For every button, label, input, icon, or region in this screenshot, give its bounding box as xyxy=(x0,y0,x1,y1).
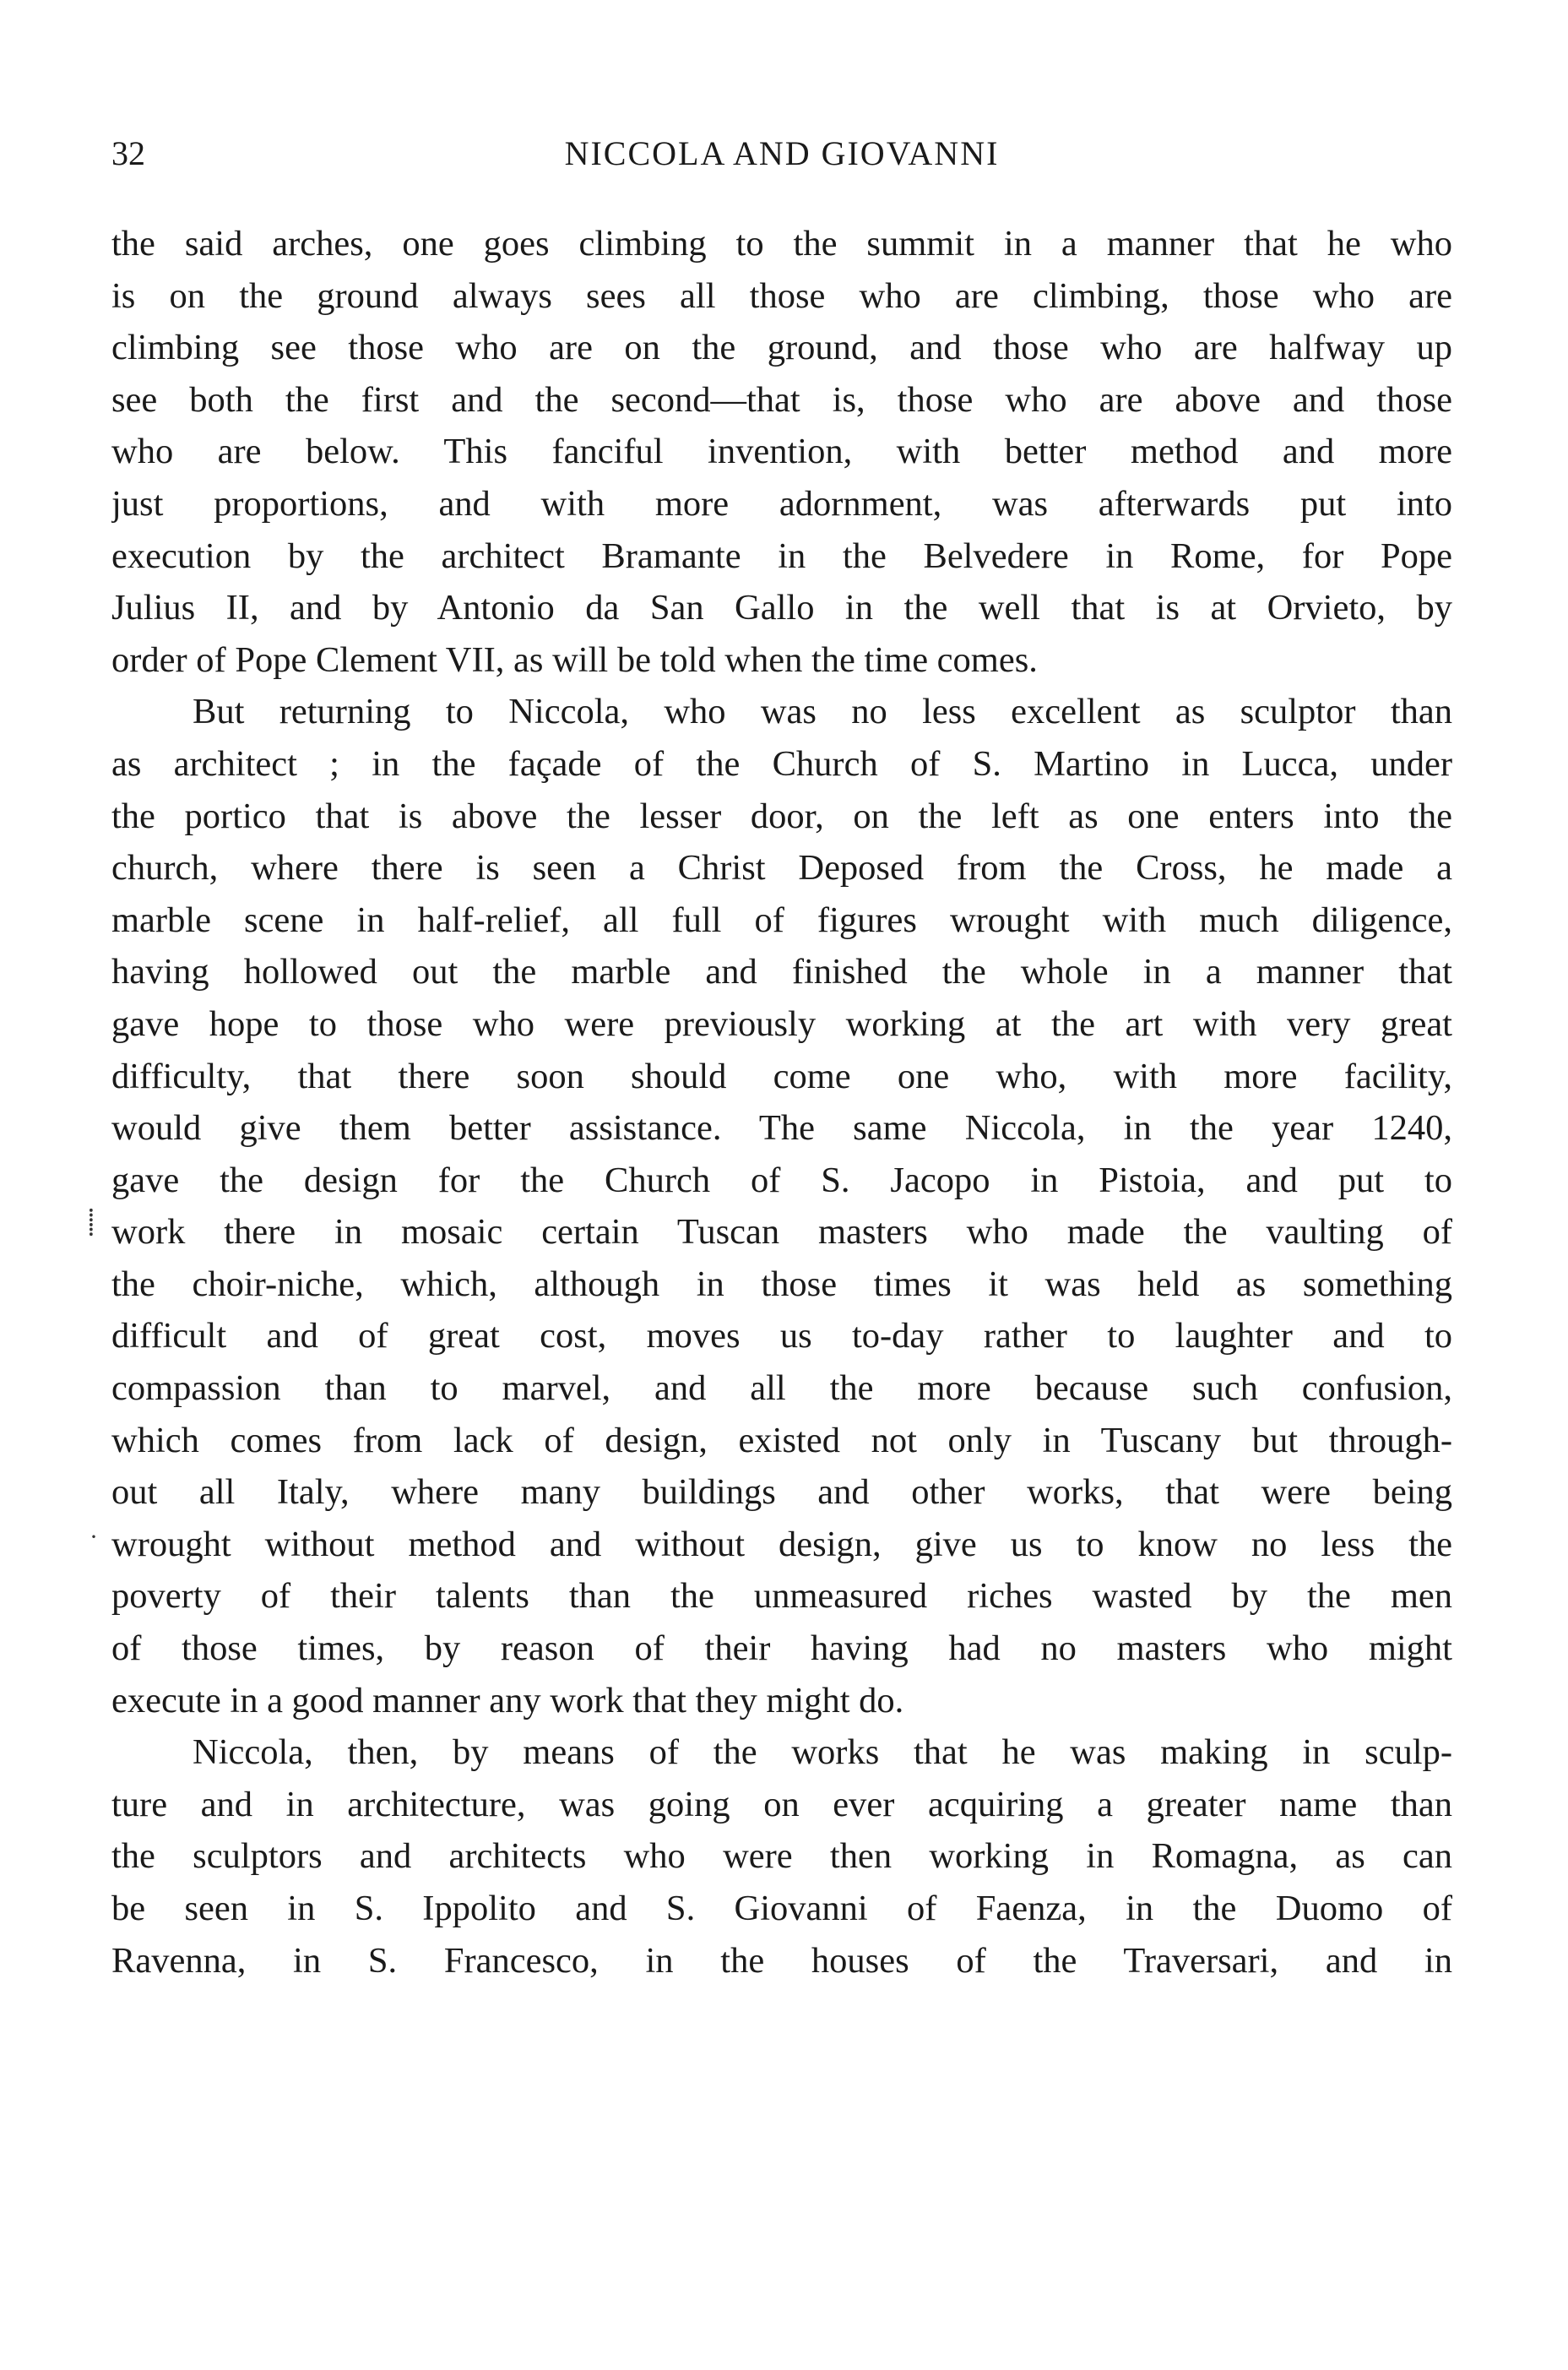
text-line: order of Pope Clement VII, as will be told when the time comes. xyxy=(111,639,1038,680)
text-line: the sculptors and architects who were then working in Romagna, as can xyxy=(111,1836,1452,1877)
running-header xyxy=(111,128,1452,179)
text-line: climbing see those who are on the ground, and those who are halfway up xyxy=(111,328,1452,368)
header-title: NICCOLA AND GIOVANNI xyxy=(564,134,1000,172)
page-number: 32 xyxy=(111,134,145,172)
text-line: wrought without method and without design, give us to know no less the xyxy=(111,1524,1452,1564)
text-line: would give them better assistance. The same Niccola, in the year 1240, xyxy=(111,1108,1452,1149)
margin-mark: · xyxy=(90,1523,98,1551)
text-line: just proportions, and with more adornment, was afterwards put into xyxy=(111,483,1452,524)
text-line: difficult and of great cost, moves us to-day rather to laughter and to xyxy=(111,1316,1452,1356)
text-line: having hollowed out the marble and finished the whole in a manner that xyxy=(111,952,1452,992)
text-line: the choir-niche, which, although in those times it was held as something xyxy=(111,1264,1452,1304)
text-line: compassion than to marvel, and all the more because such confusion, xyxy=(111,1368,1452,1409)
text-line: is on the ground always sees all those who are climbing, those who are xyxy=(111,275,1452,316)
text-line: Julius II, and by Antonio da San Gallo in the well that is at Orvieto, by xyxy=(111,588,1452,628)
text-line: church, where there is seen a Christ Deposed from the Cross, he made a xyxy=(111,848,1452,889)
text-line: the said arches, one goes climbing to the summit in a manner that he who xyxy=(111,224,1452,264)
text-line: execute in a good manner any work that they might do. xyxy=(111,1680,904,1720)
margin-mark: ⸽ xyxy=(88,1209,95,1237)
text-line: Niccola, then, by means of the works that he was making in sculp- xyxy=(193,1732,1452,1773)
text-line: gave the design for the Church of S. Jacopo in Pistoia, and put to xyxy=(111,1160,1452,1200)
text-line: be seen in S. Ippolito and S. Giovanni of Faenza, in the Duomo of xyxy=(111,1889,1452,1928)
text-line: difficulty, that there soon should come one who, with more facility, xyxy=(111,1056,1452,1096)
text-line: marble scene in half-relief, all full of figures wrought with much diligence, xyxy=(111,900,1452,940)
text-line: see both the first and the second—that is, those who are above and those xyxy=(111,379,1452,420)
text-line: But returning to Niccola, who was no less excellent as sculptor than xyxy=(193,692,1452,732)
text-line: Ravenna, in S. Francesco, in the houses of the Traversari, and in xyxy=(111,1940,1452,1981)
body-text xyxy=(111,218,1452,1987)
text-line: the portico that is above the lesser door, on the left as one enters into the xyxy=(111,796,1452,836)
text-line: who are below. This fanciful invention, with better method and more xyxy=(111,432,1452,472)
text-line: which comes from lack of design, existed not only in Tuscany but through- xyxy=(111,1420,1452,1460)
text-line: poverty of their talents than the unmeasured riches wasted by the men xyxy=(111,1576,1452,1617)
text-line: work there in mosaic certain Tuscan masters who made the vaulting of xyxy=(111,1212,1452,1253)
text-line: out all Italy, where many buildings and other works, that were being xyxy=(111,1472,1452,1513)
text-line: of those times, by reason of their having had no masters who might xyxy=(111,1628,1452,1669)
text-line: as architect ; in the façade of the Church of S. Martino in Lucca, under xyxy=(111,743,1452,784)
text-line: execution by the architect Bramante in the Belvedere in Rome, for Pope xyxy=(111,535,1452,576)
text-line: ture and in architecture, was going on ever acquiring a greater name than xyxy=(111,1784,1452,1824)
text-line: gave hope to those who were previously working at the art with very great xyxy=(111,1003,1452,1044)
